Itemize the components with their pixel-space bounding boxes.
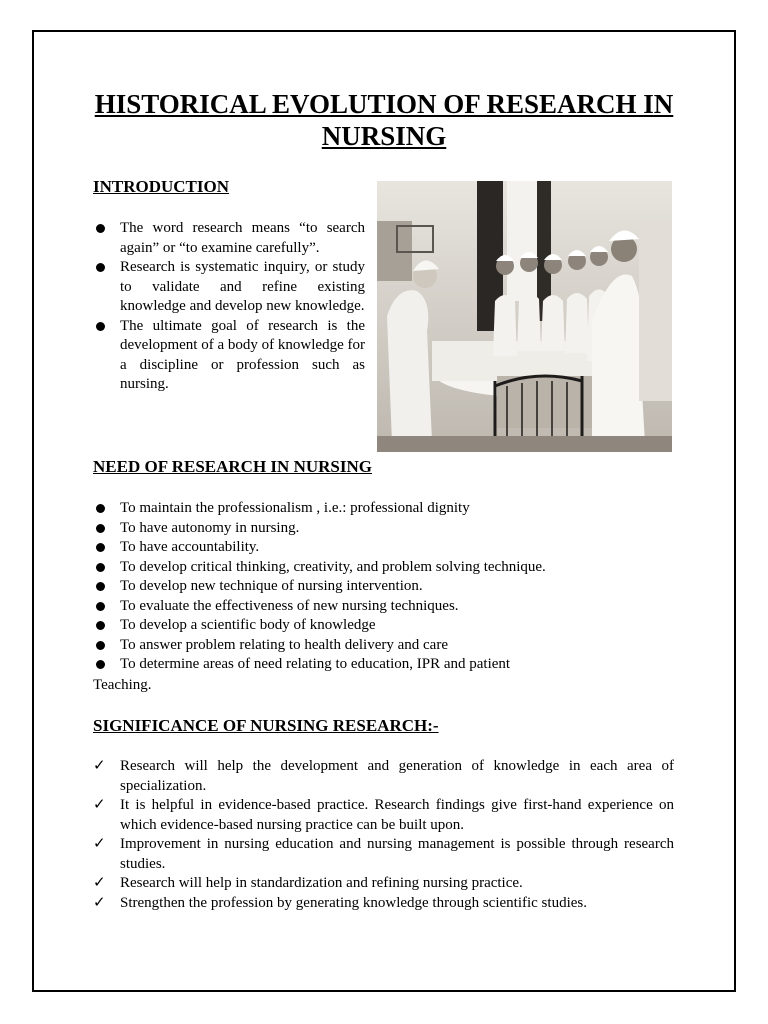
list-item: ✓ Research will help the development and generation of knowledge in each area of specialization. [93, 758, 674, 794]
bullet-icon [96, 660, 105, 669]
list-item: The word research means “to search again” or “to examine carefully”. [93, 219, 365, 258]
list-item: To develop a scientific body of knowledge [93, 616, 693, 636]
bullet-icon [96, 582, 105, 591]
bullet-icon [96, 621, 105, 630]
list-item: To determine areas of need relating to education, IPR and patient [93, 655, 693, 675]
need-trailing-text: Teaching. [93, 677, 152, 693]
checkmark-icon: ✓ [93, 875, 106, 891]
page-title: HISTORICAL EVOLUTION OF RESEARCH IN NURSING [94, 89, 674, 151]
checkmark-icon: ✓ [93, 836, 106, 852]
checkmark-icon: ✓ [93, 758, 106, 774]
list-item: ✓ Improvement in nursing education and nursing management is possible through research studies. [93, 836, 674, 872]
bullet-icon [96, 224, 105, 233]
list-item: ✓ It is helpful in evidence-based practice. Research findings give first-hand experience on which evidence-based nursing practice can be built upon. [93, 797, 674, 833]
introduction-list [93, 219, 365, 395]
bullet-icon [96, 641, 105, 650]
bullet-icon [96, 504, 105, 513]
bullet-icon [96, 602, 105, 611]
need-list [93, 499, 693, 675]
checkmark-icon: ✓ [93, 797, 106, 813]
list-item: To develop critical thinking, creativity, and problem solving technique. [93, 558, 693, 578]
bullet-icon [96, 524, 105, 533]
historical-nursing-ward-photo [377, 181, 672, 452]
list-item: ✓ Strengthen the profession by generating knowledge through scientific studies. [93, 894, 674, 914]
list-item: To maintain the professionalism , i.e.: professional dignity [93, 499, 693, 519]
bullet-icon [96, 322, 105, 331]
significance-list [93, 757, 674, 913]
list-item: To have accountability. [93, 538, 693, 558]
list-item: To have autonomy in nursing. [93, 519, 693, 539]
list-item: ✓ Research will help in standardization and refining nursing practice. [93, 874, 674, 894]
list-item: The ultimate goal of research is the development of a body of knowledge for a discipline or profession such as nursing. [93, 317, 365, 395]
bullet-icon [96, 263, 105, 272]
list-item: To answer problem relating to health delivery and care [93, 636, 693, 656]
list-item: Research is systematic inquiry, or study to validate and refine existing knowledge and develop new knowledge. [93, 258, 365, 317]
need-heading: NEED OF RESEARCH IN NURSING [93, 457, 372, 476]
checkmark-icon: ✓ [93, 894, 106, 911]
bullet-icon [96, 543, 105, 552]
list-item: To develop new technique of nursing intervention. [93, 577, 693, 597]
significance-heading: SIGNIFICANCE OF NURSING RESEARCH:- [93, 716, 439, 735]
introduction-heading: INTRODUCTION [93, 177, 230, 196]
bullet-icon [96, 563, 105, 572]
list-item: To evaluate the effectiveness of new nursing techniques. [93, 597, 693, 617]
